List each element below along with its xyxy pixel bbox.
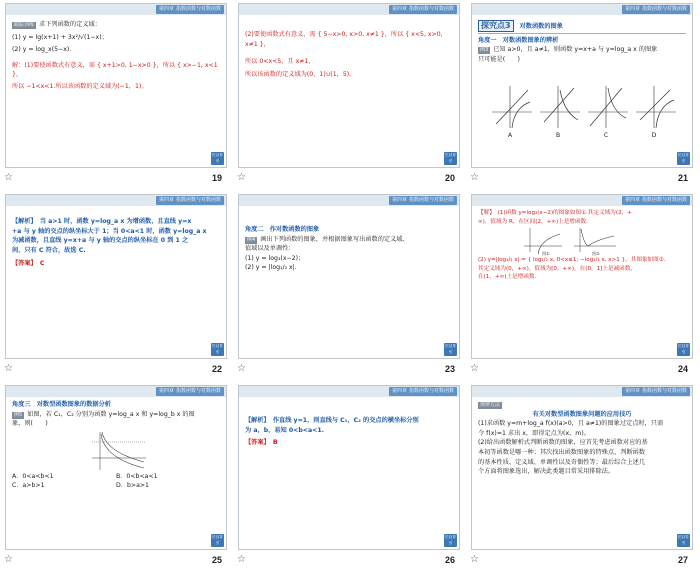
curve-figure bbox=[90, 430, 150, 472]
page-number: 27 bbox=[677, 555, 688, 565]
slide-footer bbox=[233, 554, 466, 568]
practice-tag: 跟踪训练 bbox=[14, 22, 35, 28]
slide-frame[interactable] bbox=[5, 3, 227, 168]
slide-content bbox=[12, 20, 220, 149]
chapter-chip bbox=[389, 196, 457, 205]
slide-frame[interactable] bbox=[238, 194, 460, 359]
text-line: 如图，若 C₁，C₂ 分别为函数 y=log_a x 和 y=log_b x 的图 bbox=[27, 410, 195, 418]
option-label: A bbox=[507, 132, 513, 139]
answer-line: 【答案】 C bbox=[12, 260, 45, 268]
slide-content bbox=[12, 400, 220, 531]
example-tag: 例4 bbox=[247, 236, 256, 243]
method-tag: 规律方法 bbox=[480, 402, 501, 408]
solution-line: 其定义域为(0，+∞)，值域为[0，+∞)，在(0，1]上是减函数， bbox=[478, 265, 636, 272]
slide-footer bbox=[0, 554, 233, 568]
slide-25[interactable] bbox=[0, 382, 233, 573]
slide-footer bbox=[0, 172, 233, 186]
chapter-title: 指数函数与对数函数 bbox=[175, 6, 221, 12]
slide-20[interactable] bbox=[233, 0, 466, 191]
text-line: (2) y = log_x(5−x). bbox=[12, 46, 72, 54]
subtitle: 角度二 作对数函数的图象 bbox=[245, 226, 320, 233]
text-line: (2) y = |log₁/₂ x|. bbox=[245, 264, 297, 272]
chapter-label: 第四章 bbox=[624, 6, 640, 12]
nav-label: 栏目导引 bbox=[212, 535, 223, 545]
page-number: 22 bbox=[211, 364, 222, 374]
page-number: 20 bbox=[444, 173, 455, 183]
solution-line: (2)要使函数式有意义，需 { 5−x>0, x>0, x≠1 }，所以 { x<5, x>0, x≠1 }， bbox=[245, 31, 443, 48]
chapter-label: 第四章 bbox=[624, 197, 640, 203]
text-line: 令 f(x)=1 求出 x，即得定点为(x，m)。 bbox=[478, 429, 590, 437]
graph-2 bbox=[574, 228, 616, 256]
nav-button[interactable] bbox=[677, 343, 690, 356]
solution-line: 所以 −1<x<1.所以该函数的定义域为(−1，1)。 bbox=[12, 82, 148, 90]
chapter-label: 第四章 bbox=[158, 388, 174, 394]
chapter-title: 指数函数与对数函数 bbox=[641, 388, 687, 394]
option-graph-b[interactable] bbox=[540, 86, 580, 139]
star-icon[interactable]: ☆ bbox=[237, 554, 246, 565]
slide-footer bbox=[0, 363, 233, 377]
text-line: 只可能是( ) bbox=[478, 55, 520, 63]
nav-label: 栏目导引 bbox=[212, 344, 223, 354]
analysis-line: 为 a，b，易知 0<b<a<1. bbox=[245, 426, 324, 434]
graph-1 bbox=[524, 228, 562, 256]
slide-frame[interactable] bbox=[5, 385, 227, 550]
page-number: 24 bbox=[677, 364, 688, 374]
nav-button[interactable] bbox=[444, 343, 457, 356]
chapter-label: 第四章 bbox=[391, 6, 407, 12]
slide-24[interactable] bbox=[466, 191, 699, 382]
star-icon[interactable]: ☆ bbox=[4, 363, 13, 374]
solution-line: 【解】 (1)函数 y=log₃(x−2)的图象如图①.其定义域为(2，+ bbox=[478, 210, 632, 216]
chapter-label: 第四章 bbox=[158, 197, 174, 203]
analysis-line: +a 与 y 轴的交点的纵坐标大于 1；当 0<a<1 时，函数 y=log_a x bbox=[12, 227, 207, 235]
answer-line: 【答案】 B bbox=[245, 439, 278, 447]
text-line: 象，则( ) bbox=[12, 420, 48, 428]
slide-frame[interactable] bbox=[238, 385, 460, 550]
solution-line: 所以 0<x<5，且 x≠1， bbox=[245, 58, 315, 66]
tip-heading: 有关对数型函数图象问题的应用技巧 bbox=[532, 410, 632, 418]
page-number: 26 bbox=[444, 555, 455, 565]
option-label: D bbox=[651, 132, 657, 139]
chapter-title: 指数函数与对数函数 bbox=[641, 6, 687, 12]
nav-label: 栏目导引 bbox=[445, 344, 456, 354]
figure-label: 图① bbox=[542, 251, 550, 257]
subtitle: 角度三 对数型函数图象的数据分析 bbox=[12, 401, 111, 408]
slide-23[interactable] bbox=[233, 191, 466, 382]
star-icon[interactable]: ☆ bbox=[470, 363, 479, 374]
chapter-chip bbox=[389, 387, 457, 396]
star-icon[interactable]: ☆ bbox=[237, 363, 246, 374]
slide-content bbox=[478, 209, 686, 340]
star-icon[interactable]: ☆ bbox=[4, 172, 13, 183]
chapter-chip bbox=[622, 196, 690, 205]
star-icon[interactable]: ☆ bbox=[237, 172, 246, 183]
star-icon[interactable]: ☆ bbox=[470, 172, 479, 183]
slide-19[interactable] bbox=[0, 0, 233, 191]
text-line: 求下列函数的定义域： bbox=[39, 21, 101, 28]
slide-footer bbox=[466, 554, 699, 568]
figure-label: 图② bbox=[592, 251, 600, 257]
nav-button[interactable] bbox=[211, 152, 224, 165]
option-d[interactable]: D．b>a>1 bbox=[116, 482, 149, 490]
chapter-label: 第四章 bbox=[391, 388, 407, 394]
text-line: 个方面将图象选出，解决此类题目常采用排除法。 bbox=[478, 468, 615, 476]
chapter-chip bbox=[156, 196, 224, 205]
solution-line: (2) y=|log₁/₂ x| = { log₁/₂ x, 0<x≤1; −log₁/₂ x, x>1 }，其图象如图②. bbox=[478, 257, 666, 264]
nav-label: 栏目导引 bbox=[678, 535, 689, 545]
page-number: 25 bbox=[211, 555, 222, 565]
slide-content bbox=[245, 30, 453, 149]
analysis-line: 为减函数，且直线 y=x+a 与 y 轴的交点的纵坐标在 0 到 1 之 bbox=[12, 237, 189, 245]
chapter-chip bbox=[156, 387, 224, 396]
slide-frame[interactable] bbox=[471, 385, 693, 550]
page-number: 19 bbox=[211, 173, 222, 183]
chapter-title: 指数函数与对数函数 bbox=[175, 388, 221, 394]
chapter-title: 指数函数与对数函数 bbox=[641, 197, 687, 203]
slide-26[interactable] bbox=[233, 382, 466, 573]
section-title: 对数函数的图象 bbox=[519, 23, 563, 30]
nav-label: 栏目导引 bbox=[445, 153, 456, 163]
nav-label: 栏目导引 bbox=[678, 344, 689, 354]
function-graphs bbox=[522, 226, 622, 256]
text-line: 已知 a>0，且 a≠1，则函数 y=x+a 与 y=log_a x 的图象 bbox=[493, 46, 658, 54]
slide-21[interactable] bbox=[466, 0, 699, 191]
text-line: (1) y = lg(x+1) + 3x²/√(1−x)； bbox=[12, 33, 108, 41]
option-graph-d[interactable] bbox=[636, 86, 676, 139]
slide-27[interactable] bbox=[466, 382, 699, 573]
analysis-line: 【解析】 当 a>1 时，函数 y=log_a x 为增函数，且直线 y=x bbox=[12, 218, 192, 225]
slide-footer bbox=[233, 172, 466, 186]
solution-line: 所以该函数的定义域为(0，1)∪(1，5)。 bbox=[245, 70, 356, 78]
option-label: B bbox=[555, 132, 561, 139]
slide-footer bbox=[466, 363, 699, 377]
nav-button[interactable] bbox=[211, 343, 224, 356]
text-line: 画出下列函数的图象，并根据图象写出函数的定义域、 bbox=[260, 235, 409, 243]
chapter-chip bbox=[156, 5, 224, 14]
option-graph-a[interactable] bbox=[492, 86, 532, 139]
slide-frame[interactable] bbox=[471, 3, 693, 168]
text-line: (2)给出函数解析式判断函数的图象，应首先考虑函数对应的基 bbox=[478, 439, 648, 447]
divider bbox=[478, 33, 686, 34]
page-number: 23 bbox=[444, 364, 455, 374]
star-icon[interactable]: ☆ bbox=[470, 554, 479, 565]
page-number: 21 bbox=[677, 173, 688, 183]
slide-frame[interactable] bbox=[471, 194, 693, 359]
nav-label: 栏目导引 bbox=[678, 153, 689, 163]
nav-button[interactable] bbox=[444, 534, 457, 547]
example-tag: 例5 bbox=[14, 411, 23, 418]
slide-footer bbox=[466, 172, 699, 186]
solution-line: 在(1，+∞)上是增函数. bbox=[478, 274, 537, 281]
option-graph-c[interactable] bbox=[588, 86, 628, 139]
slide-frame[interactable] bbox=[5, 194, 227, 359]
text-line: 的基本性质、定义域、单调性以及奇偶性等；最后综合上述几 bbox=[478, 458, 646, 466]
analysis-line: 间，只有 C 符合，故选 C. bbox=[12, 246, 86, 254]
chapter-chip bbox=[622, 387, 690, 396]
option-a[interactable]: A．0<a<b<1 bbox=[12, 472, 54, 480]
nav-label: 栏目导引 bbox=[445, 535, 456, 545]
text-line: 值域以及单调性： bbox=[245, 245, 295, 253]
chapter-title: 指数函数与对数函数 bbox=[408, 6, 454, 12]
chapter-label: 第四章 bbox=[391, 197, 407, 203]
text-line: (1) y = log₃(x−2)； bbox=[245, 254, 305, 262]
slide-content bbox=[245, 225, 453, 340]
nav-label: 栏目导引 bbox=[212, 153, 223, 163]
slide-22[interactable] bbox=[0, 191, 233, 382]
option-label: C bbox=[603, 132, 609, 139]
nav-button[interactable] bbox=[211, 534, 224, 547]
chapter-title: 指数函数与对数函数 bbox=[408, 197, 454, 203]
section-badge: 探究点3 bbox=[478, 20, 514, 32]
slide-content bbox=[245, 416, 453, 531]
chapter-title: 指数函数与对数函数 bbox=[408, 388, 454, 394]
option-c[interactable]: C．a>b>1 bbox=[12, 482, 45, 490]
example-tag: 例3 bbox=[480, 47, 489, 54]
text-line: (1)求函数 y=m+log_a f(x)(a>0，且 a≠1)的图象过定点时，只需 bbox=[478, 420, 664, 428]
chapter-label: 第四章 bbox=[624, 388, 640, 394]
nav-button[interactable] bbox=[677, 534, 690, 547]
subtitle: 角度一 对数函数图象的辨析 bbox=[478, 36, 559, 44]
chapter-chip bbox=[389, 5, 457, 14]
slide-content bbox=[12, 217, 220, 340]
chapter-title: 指数函数与对数函数 bbox=[175, 197, 221, 203]
nav-button[interactable] bbox=[444, 152, 457, 165]
option-graphs bbox=[490, 82, 676, 140]
solution-line: 解：(1)要使函数式有意义，需 { x+1>0, 1−x>0 }，所以 { x>−1, x<1 }， bbox=[12, 61, 218, 79]
chapter-label: 第四章 bbox=[158, 6, 174, 12]
text-line: 本初等函数是哪一种；其次找出函数图象的特殊点，判断函数 bbox=[478, 448, 646, 456]
solution-line: ∞)，值域为 R，在区间(2，+∞)上是增函数. bbox=[478, 218, 588, 225]
analysis-line: 【解析】 作直线 y=1，则直线与 C₁，C₂ 的交点的横坐标分别 bbox=[245, 417, 419, 424]
nav-button[interactable] bbox=[677, 152, 690, 165]
slide-frame[interactable] bbox=[238, 3, 460, 168]
slide-content bbox=[478, 400, 686, 531]
option-b[interactable]: B．0<b<a<1 bbox=[116, 472, 158, 480]
star-icon[interactable]: ☆ bbox=[4, 554, 13, 565]
chapter-chip bbox=[622, 5, 690, 14]
slide-footer bbox=[233, 363, 466, 377]
